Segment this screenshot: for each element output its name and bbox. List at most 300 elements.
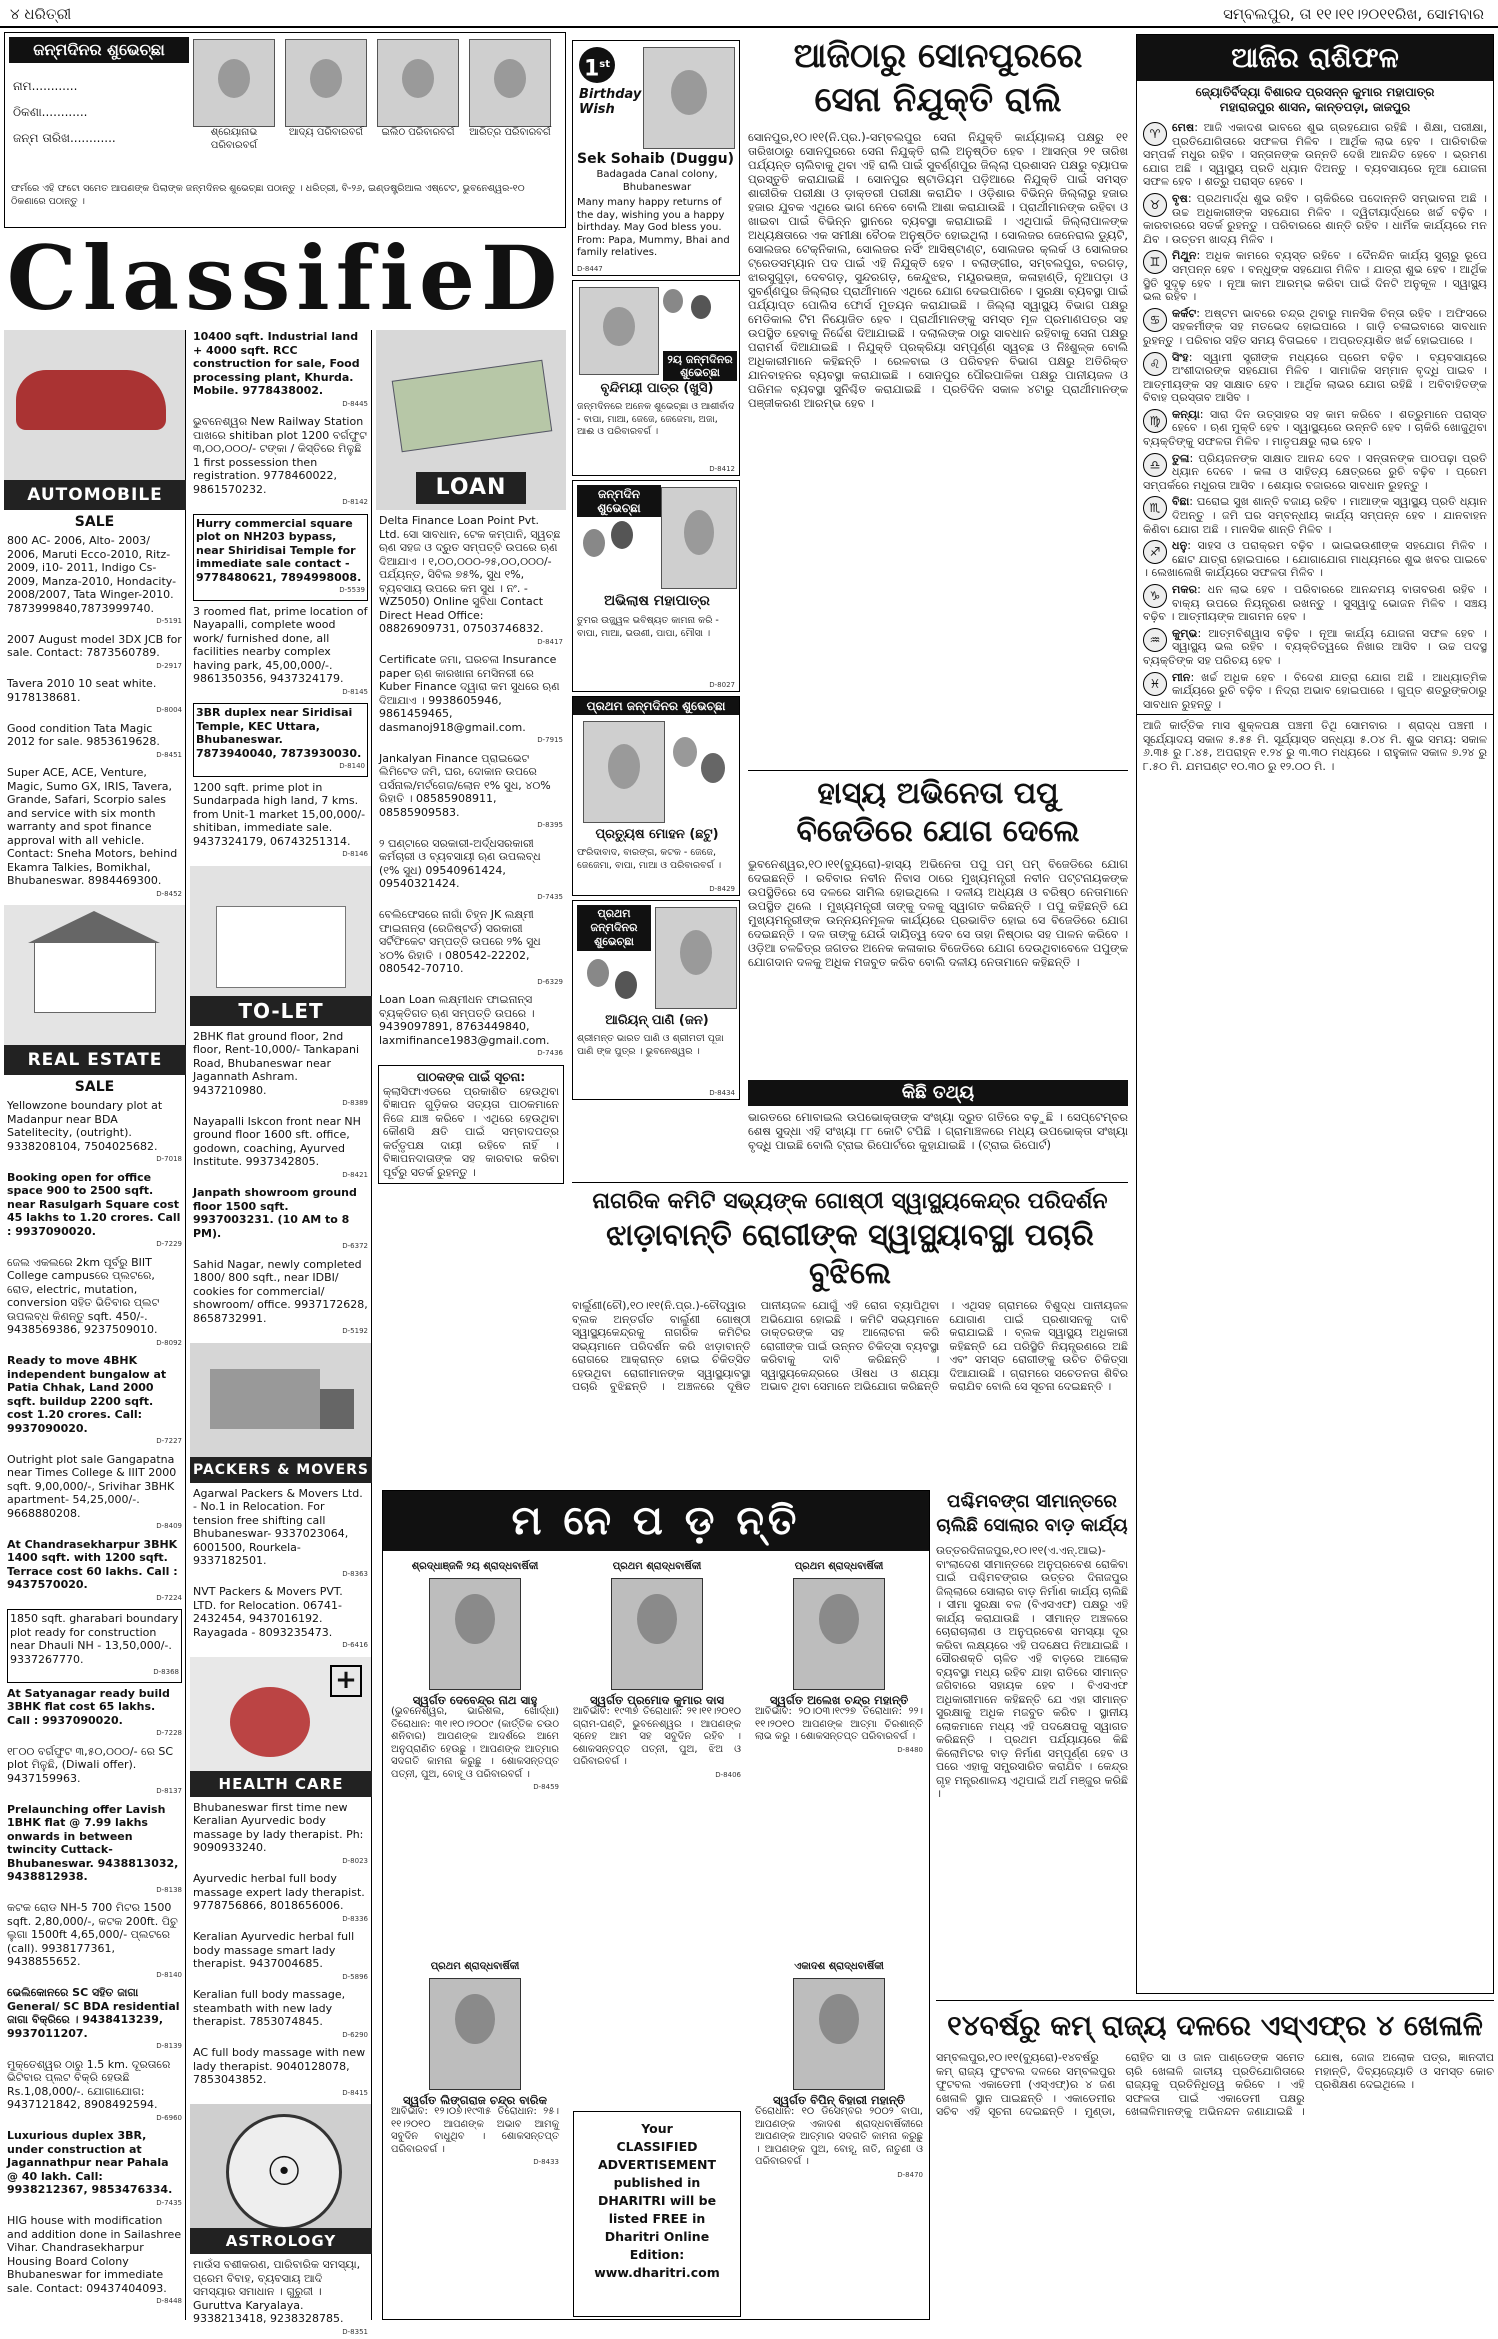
lead-headline-2: ସେନା ନିଯୁକ୍ତି ରାଲି [748,78,1128,122]
birthday-form-title: ଜନ୍ମଦିନର ଶୁଭେଚ୍ଛା [9,37,189,63]
ad-code: D-8459 [391,1781,559,1794]
ad-text: Loan Loan ଲକ୍ଷ୍ମୀଧନ ଫାଇନାନ୍ସ ବ୍ୟକ୍ତିଗତ ଋଣ ସମ୍ପତ୍ତି ଉପରେ । 9439097891, 8763449840, laxmifinance1983@gmail.com. [379,993,550,1047]
classified-ad [7,1745,182,1799]
balloon-icon [615,971,637,999]
ad-code: D-8023 [193,1855,368,1869]
zodiac-sign: କୁମ୍ଭ [1172,627,1197,640]
ad-code: D-7435 [7,2197,182,2211]
ad-code: D-6372 [193,1240,368,1254]
classified-ad [7,633,182,674]
ad-text: ମାଉଁସ ବଶୀକରଣ, ପାରିବାରିକ ସମସ୍ୟା, ପ୍ରେମ ବିବାହ, ବ୍ୟବସାୟ ଆଦି ସମସ୍ୟାର ସମାଧାନ । ଗୁରୁଜୀ । Guruttva Karyalaya. 9338213418, 9238328785. [193,2258,360,2325]
ad-code: D-8395 [379,819,563,833]
horoscope-text: ପ୍ରିୟଜନଙ୍କ ସାକ୍ଷାତ ଆନନ୍ଦ ଦେବ । ସନ୍ତାନଙ୍କ ପାଠପଢ଼ା ପ୍ରତି ଧ୍ୟାନ ଦେବେ । କଳା ଓ ସାହିତ୍ୟ କ୍ଷେତ୍ରରେ ରୁଚି ବଢ଼ିବ । ପ୍ରେମ ସମ୍ପର୍କରେ ମଧୁରତା ଆସିବ । ଶେୟାର ବଜାରରେ ସାବଧାନ ରୁହନ୍ତୁ । [1143,452,1487,492]
football-body: ସମ୍ବଲପୁର,୧୦।୧୧(ବ୍ୟୁରୋ)-୧୪ବର୍ଷରୁ କମ୍ ରାଜ୍ୟ ଫୁଟବଲ ଦଳରେ ସମ୍ବଲପୁର ଫୁଟବଲ ଏକାଡେମୀ (ଏସ୍‌ଏଫ୍)ର ୪ ଜଣ ଖେଳାଳି ସ୍ଥାନ ପାଇଛନ୍ତି । ଏକାଡେମୀର ସଚିବ ଏହି ସୂଚନା ଦେଇଛନ୍ତି । ମୁଣ୍ଡା, ରୋହିତ ସା ଓ ଜାନ ପାଣ୍ଡେଙ୍କ ସମେତ ଚାରି ଖେଳାଳି ଜାତୀୟ ପ୍ରତିଯୋଗିତାରେ ରାଜ୍ୟକୁ ପ୍ରତିନିଧିତ୍ୱ କରିବେ । ଏହି ସଫଳତା ପାଇଁ ଏକାଡେମୀ ପକ୍ଷରୁ ଖେଳାଳିମାନଙ୍କୁ ଅଭିନନ୍ଦନ ଜଣାଯାଇଛି । ଯୋଷ, ଜୋଜ ଅଲୋକ ପତ୍ର, ଜ୍ଞାନଦୀପ ମହାନ୍ତି, ଦିବ୍ୟଜ୍ୟୋତି ଓ ସମସ୍ତ କୋଚ ପ୍ରଶିକ୍ଷଣ ଦେଇଥିଲେ । [936,2051,1494,2119]
birthday-form-fields [13,73,116,151]
birthday-card-title: ଜନ୍ମଦିନ ଶୁଭେଚ୍ଛା [577,485,661,517]
ad-code: D-8027 [709,681,735,689]
birthday-card-2 [572,480,740,692]
ad-text: Tavera 2010 10 seat white. 9178138681. [7,677,156,704]
zodiac-sign: ଧନୁ [1172,539,1187,552]
building-icon [216,906,346,988]
ad-text: 800 AC- 2006, Alto- 2003/ 2006, Maruti Ecco-2010, Ritz-2009, i10- 2011, Indigo Cs-2009, Manza-2010, Hondacity-2008/2007, Tata Winger-2010. 7873999840,7873999740. [7,534,176,615]
ad-text: Keralian Ayurvedic herbal full body massage smart lady therapist. 9437004685. [193,1930,354,1970]
obit-photo [793,1578,885,1690]
ad-code: D-8336 [193,1913,368,1927]
obit-details: (ଭୁବନେଶ୍ୱର, ଭାରିଶଲ, ଖୋର୍ଦ୍ଧା) ତିରୋଧାନ: ୩୧।୧୦।୨୦୦୯ (କାର୍ତ୍ତିକ ଚଉଠ ଶନିବାର) ଆପଣଙ୍କ ଆଦର୍ଶରେ ଆମେ ଅନୁପ୍ରାଣିତ ହେଉଛୁ । ଆପଣଙ୍କ ଆତ୍ମାର ସଦଗତି କାମନା କରୁଛୁ । ଶୋକସନ୍ତପ୍ତ ପତ୍ନୀ, ପୁଅ, ବୋହୂ ଓ ପରିବାରବର୍ଗ । [391,1706,559,1781]
classified-ad [379,837,563,905]
ad-text: Certificate ଜମା, ଘରଚଳା Insurance paper ଋଣ କାରଖାନା ମେସିନରୀ ରେ Kuber Finance ଦ୍ୱାରା କମ ସୁଧରେ ଋଣ ଦିଆଯାଏ । 9938605946, 9861459465, dasmanoj918@gmail.com. [379,653,560,734]
ad-code: D-8351 [193,2326,368,2339]
ad-code: D-8412 [709,465,735,473]
kid-caption-1: ଶ୍ରେୟାନାଭ ପରିବାରବର୍ଗ [191,127,277,152]
ad-text: NVT Packers & Movers PVT. LTD. for Relocation. 06741-2432454, 9437016192. Rayagada - 8093235473. [193,1585,343,1639]
football-story [936,2000,1494,2320]
classified-ad [7,766,182,901]
zodiac-sign: ମିଥୁନ [1172,249,1196,262]
ad-text: Janpath showroom ground floor 1500 sqft. 9937003231. (10 AM to 8 PM). [193,1186,357,1240]
pappu-body: ଭୁବନେଶ୍ୱର,୧୦।୧୧(ବ୍ୟୁରୋ)-ହାସ୍ୟ ଅଭିନେତା ପପୁ ପମ୍ ପମ୍ ବିଜେଡିରେ ଯୋଗ ଦେଇଛନ୍ତି । ରବିବାର ନବୀନ ନିବାସ ଠାରେ ମୁଖ୍ୟମନ୍ତ୍ରୀ ନବୀନ ପଟ୍ଟନାୟକଙ୍କ ଉପସ୍ଥିତିରେ ସେ ଦଳରେ ସାମିଲ ହୋଇଥିଲେ । ଦଳୀୟ ଅଧ୍ୟକ୍ଷ ଓ ବରିଷ୍ଠ ନେତାମାନେ ଉପସ୍ଥିତ ଥିଲେ । ମୁଖ୍ୟମନ୍ତ୍ରୀ ତାଙ୍କୁ ଦଳକୁ ସ୍ୱାଗତ କରିଛନ୍ତି । ପପୁ କହିଛନ୍ତି ଯେ ମୁଖ୍ୟମନ୍ତ୍ରୀଙ୍କ ଉନ୍ନୟନମୂଳକ କାର୍ଯ୍ୟରେ ପ୍ରଭାବିତ ହୋଇ ସେ ବିଜେଡିରେ ଯୋଗ ଦେଇଛନ୍ତି । ଦଳ ତାଙ୍କୁ ଯେଉଁ ଦାୟିତ୍ୱ ଦେବ ସେ ତାହା ନିଷ୍ଠାର ସହ ପାଳନ କରିବେ । ଓଡ଼ିଆ ଚଳଚ୍ଚିତ୍ର ଜଗତର ଅନେକ କଳାକାର ବିଜେଡିରେ ଯୋଗ ଦେଉଥିବାବେଳେ ପପୁଙ୍କ ଯୋଗଦାନ ଦଳକୁ ଅଧିକ ମଜବୁତ କରିବ ବୋଲି ଦଳୀୟ ନେତାମାନେ କହିଛନ୍ତି । [748,857,1128,969]
sohaib-photo [643,47,735,149]
classified-ad [193,605,368,700]
kid-caption-2: ଆଦ୍ୟ ପରିବାରବର୍ଗ [283,127,369,140]
ad-text: HIG house with modification and addition done in Sailashree Vihar. Chandrasekharpur Housing Board Colony Bhubaneswar for immediate sale. Contact: 09437404093. [7,2214,181,2295]
ad-code: D-8421 [193,1169,368,1183]
kid1-name: ବୃନ୍ଦିମୟୀ ପାତ୍ର (ଖୁସି) [577,381,737,396]
classified-ad [7,1453,182,1534]
classified-ad [193,1186,368,1254]
zodiac-sign: ବିଛା [1172,495,1189,508]
obit-tag: ପ୍ରଥମ ଶ୍ରାଦ୍ଧବାର୍ଷିକୀ [573,1561,741,1574]
kid-photo-1 [193,39,275,127]
property-listings [190,330,371,862]
ad-text: Sahid Nagar, newly completed 1800/ 800 sqft., near IDBI/ cookies for commercial/ showroom/ office. 9937172628, 8658732991. [193,1258,368,1325]
classified-ad [7,2058,182,2126]
obit-details: ଆବିର୍ଭାବ: ୧୨।୦୭।୧୯୩୫ ତିରୋଧାନ: ୨୫।୧୧।୨୦୧୦ ଆପଣଙ୍କ ଅଭାବ ଆମକୁ ସବୁଦିନ ବାଧୁଥିବ । ଶୋକସନ୍ତପ୍ତ ପରିବାରବର୍ଗ । [391,2106,559,2156]
obituary-4 [391,1961,559,2169]
real-estate-image [4,905,185,1075]
health-listings [190,1801,371,2101]
reader-notice-title: ପାଠକଙ୍କ ପାଇଁ ସୂଚନା: [383,1070,559,1085]
birthday-card-title: ୨ୟ ଜନ୍ମଦିନର ଶୁଭେଚ୍ଛା [663,351,737,381]
page-number: ୪ ଧରିତ୍ରୀ [10,5,71,23]
classified-column-2 [190,330,372,2320]
obit-name: ସ୍ୱର୍ଗତ ଅଲେଖ ଚନ୍ଦ୍ର ମହାନ୍ତି [755,1694,923,1707]
balloon-icon [587,959,609,987]
loan-listings [376,510,566,1061]
astrologer-name: ଜ୍ୟୋତିର୍ବିଦ୍ୟା ବିଶାରଦ ପ୍ରସନ୍ନ କୁମାର ମହାପାତ୍ର [1137,85,1493,100]
truck-cab-shape [320,1389,354,1429]
zodiac-icon: ♑ [1143,584,1167,608]
classified-ad [7,1986,182,2054]
classified-ad [193,2046,368,2100]
birthday-name: Sek Sohaib (Duggu) [577,151,737,167]
page-header [0,0,1498,28]
classified-ad [7,2214,182,2309]
obit-photo [793,1978,885,2090]
classified-ad [379,514,563,649]
zodiac-icon: ♎ [1143,453,1167,477]
classified-ad [193,2258,368,2339]
ad-code: D-7018 [7,1153,182,1167]
loan-label: LOAN [416,472,526,504]
packers-image [190,1343,371,1483]
obit-photo [611,1578,703,1690]
ad-text: 3 roomed flat, prime location of Nayapalli, complete wood work/ furnished done, all facilities nearby complex having park, 45,00,000/-. 9861350356, 9437324179. [193,605,367,686]
obit-name: ସ୍ୱର୍ଗତ ବିପିନ୍ ବିହାରୀ ମହାନ୍ତି [755,2094,923,2107]
obit-name: ସ୍ୱର୍ଗତ ଦେବେନ୍ଦ୍ର ନାଥ ସାହୁ [391,1694,559,1707]
classified-ad [7,1609,182,1683]
kid3-wish: ଫରିଦାବାଦ, ବାରଙ୍ଗ, କଟକ - ଜେଜେ, ଜେଜେମା, ବାପା, ମାଆ ଓ ପରିବାରବର୍ଗ । [577,847,737,872]
classified-ad [379,653,563,748]
horoscope-section [1136,34,1494,1994]
balloon-icon [673,737,697,767]
ad-text: ମୁକ୍ତେଶ୍ୱର ଠାରୁ 1.5 km. ଦୂରତାରେ ଭିଟିବାର ପ୍ଲଟ ବିକ୍ରି ହେଉଛି Rs.1,08,000/-. ଯୋଗାଯୋଗ: 9437121842, 8908492594. [7,2058,170,2112]
ad-code: D-5896 [193,1971,368,1985]
classified-ad [193,514,368,601]
facts-box [748,1080,1128,1176]
real-estate-listings [4,1099,185,2309]
ad-code: D-8447 [577,265,603,273]
ad-text: Good condition Tata Magic 2012 for sale. 9853619628. [7,722,160,749]
roof-shape [28,911,160,943]
first-birthday-ad [572,40,740,276]
ad-text: Outright plot sale Gangapatna near Times College & IIIT 2000 sqft. 9,00,000/-, Srivihar 3BHK apartment- 54,25,000/-. 9668880208. [7,1453,176,1520]
classified-ad [193,1988,368,2042]
classified-ad [379,993,563,1061]
kid-photo-3 [377,39,459,127]
ad-text: At Satyanagar ready build 3BHK flat cost 65 lakhs. Call : 9937090020. [7,1687,170,1727]
horoscope-entry: ♒ କୁମ୍ଭ: ଆତ୍ମବିଶ୍ୱାସ ବଢ଼ିବ । ନୂଆ କାର୍ଯ୍ୟ ଯୋଜନା ସଫଳ ହେବ । ସ୍ୱାସ୍ଥ୍ୟ ଭଲ ରହିବ । ବ୍ୟକ୍ତିତ୍ୱରେ ନିଖାର ଆସିବ । ଉଚ୍ଚ ପଦସ୍ଥ ବ୍ୟକ୍ତିଙ୍କ ସହ ପରିଚୟ ହେବ । [1143,627,1487,668]
ad-text: 1850 sqft. gharabari boundary plot ready for construction near Dhauli NH - 13,50,000/-. 9337267770. [10,1612,178,1666]
packers-label: PACKERS & MOVERS [190,1457,372,1483]
classified-ad [7,1538,182,1606]
ad-text: ୧୮୦୦ ବର୍ଗଫୁଟ ୩,୫୦,୦୦୦/- ରେ SC plot ମିଳୁଛି, (Diwali offer). 9437159963. [7,1745,173,1785]
kid3-name: ପ୍ରତ୍ୟୁଷ ମୋହନ (ଛଟୁ) [577,827,737,842]
ad-code: D-8146 [193,848,368,862]
balloon-icon [611,521,633,549]
zodiac-sign: ମୀନ [1172,671,1191,684]
obituary-section [382,1490,930,2320]
border-body: ଉତ୍ତରଦିନାଜପୁର,୧୦।୧୧(ଏ.ଏନ୍.ଆଇ)-ବାଂଲାଦେଶ ସୀମାନ୍ତରେ ଅନୁପ୍ରବେଶ ରୋକିବା ପାଇଁ ପଶ୍ଚିମବଙ୍ଗର ଉତ୍ତର ଦିନାଜପୁର ଜିଲ୍ଲାରେ ସୋଲାର ବାଡ଼ ନିର୍ମାଣ କାର୍ଯ୍ୟ ଚାଲିଛି । ସୀମା ସୁରକ୍ଷା ବଳ (ବିଏସଏଫ) ପକ୍ଷରୁ ଏହି କାର୍ଯ୍ୟ କରାଯାଉଛି । ସୀମାନ୍ତ ଅଞ୍ଚଳରେ ଚୋରାଚାଲାଣ ଓ ଅନୁପ୍ରବେଶ ସମସ୍ୟା ଦୂର କରିବା ଲକ୍ଷ୍ୟରେ ଏହି ପଦକ୍ଷେପ ନିଆଯାଇଛି । ସୌରଶକ୍ତି ଚାଳିତ ଏହି ବାଡ଼ରେ ଆଲୋକ ବ୍ୟବସ୍ଥା ମଧ୍ୟ ରହିବ ଯାହା ରାତିରେ ସୀମାନ୍ତ ଜଗିବାରେ ସହାୟକ ହେବ । ବିଏସଏଫ ଅଧିକାରୀମାନେ କହିଛନ୍ତି ଯେ ଏହା ସୀମାନ୍ତ ସୁରକ୍ଷାକୁ ଅଧିକ ମଜବୁତ କରିବ । ସ୍ଥାନୀୟ ଲୋକମାନେ ମଧ୍ୟ ଏହି ପଦକ୍ଷେପକୁ ସ୍ୱାଗତ କରିଛନ୍ତି । ପ୍ରଥମ ପର୍ଯ୍ୟାୟରେ କିଛି କିଲୋମିଟର ବାଡ଼ ନିର୍ମାଣ ସମ୍ପୂର୍ଣ୍ଣ ହେବ ଓ ପରେ ଏହାକୁ ସମ୍ପ୍ରସାରିତ କରାଯିବ । କେନ୍ଦ୍ର ଗୃହ ମନ୍ତ୍ରଣାଳୟ ଏଥିପାଇଁ ଅର୍ଥ ମଞ୍ଜୁର କରିଛି । [936,1544,1128,1801]
ad-code: D-8451 [7,749,182,763]
ad-code: D-8434 [709,1089,735,1097]
classified-column-1 [4,330,186,2320]
health-story [572,1182,1128,1482]
ad-text: ବେଲିଫେସରେ ନାଗାଁ ଚିହ୍ନ JK ଲକ୍ଷ୍ମୀ ଫାଇନାନ୍ସ (ରେଜିଷ୍ଟର୍ଡ) ସରକାରୀ ସର୍ଟିଫିକେଟ ସମ୍ପତ୍ତି ଉପରେ ୨% ସୁଧ ୪୦% ରିହାତି । 080542-22202, 080542-70710. [379,908,541,975]
to-let-image [190,866,371,1026]
ad-code: D-8448 [7,2295,182,2309]
classified-ad [7,2129,182,2210]
horoscope-text: ଅଧିକ କାମରେ ବ୍ୟସ୍ତ ରହିବେ । ଦୈନନ୍ଦିନ କାର୍ଯ୍ୟ ସୁଚାରୁ ରୂପେ ସମ୍ପନ୍ନ ହେବ । ବନ୍ଧୁଙ୍କ ସହଯୋଗ ମିଳିବ । ଯାତ୍ରା ଶୁଭ ହେବ । ଆର୍ଥିକ ସ୍ଥିତି ସୁଦୃଢ଼ ହେବ । ନୂଆ କାମ ଆରମ୍ଭ କରିବା ପାଇଁ ଦିନଟି ଅନୁକୂଳ । ସ୍ୱାସ୍ଥ୍ୟ ଭଲ ରହିବ । [1143,249,1487,303]
ad-text: Yellowzone boundary plot at Madanpur near BDA Satelitecity, (outright). 9338208104, 7504025682. [7,1099,162,1153]
horoscope-entry: ♊ ମିଥୁନ: ଅଧିକ କାମରେ ବ୍ୟସ୍ତ ରହିବେ । ଦୈନନ୍ଦିନ କାର୍ଯ୍ୟ ସୁଚାରୁ ରୂପେ ସମ୍ପନ୍ନ ହେବ । ବନ୍ଧୁଙ୍କ ସହଯୋଗ ମିଳିବ । ଯାତ୍ରା ଶୁଭ ହେବ । ଆର୍ଥିକ ସ୍ଥିତି ସୁଦୃଢ଼ ହେବ । ନୂଆ କାମ ଆରମ୍ଭ କରିବା ପାଇଁ ଦିନଟି ଅନୁକୂଳ । ସ୍ୱାସ୍ଥ୍ୟ ଭଲ ରହିବ । [1143,249,1487,303]
heart-icon [230,1687,310,1757]
ad-code: D-8145 [193,686,368,700]
horoscope-entry: ♓ ମୀନ: ଖର୍ଚ୍ଚ ଅଧିକ ହେବ । ବିଦେଶ ଯାତ୍ରା ଯୋଗ ଅଛି । ଆଧ୍ୟାତ୍ମିକ କାର୍ଯ୍ୟରେ ରୁଚି ବଢ଼ିବ । ନିଦ୍ରା ଅଭାବ ହୋଇପାରେ । ଗୁପ୍ତ ଶତ୍ରୁଙ୍କଠାରୁ ସାବଧାନ ରୁହନ୍ତୁ । [1143,671,1487,712]
lead-story [748,34,1128,764]
ad-text: ୨ ଘଣ୍ଟାରେ ସରକାରୀ-ଅର୍ଦ୍ଧସରକାରୀ କର୍ମଚାରୀ ଓ ବ୍ୟବସାୟୀ ଋଣ ଉପଲବ୍ଧ (୧% ସୁଧ) 09540961424, 09540321424. [379,837,541,891]
plus-icon: + [330,1665,362,1697]
pappu-headline-2: ବିଜେଡିରେ ଯୋଗ ଦେଲେ [748,813,1128,851]
zodiac-sign: କନ୍ୟା [1172,408,1200,421]
zodiac-icon: ♌ [1143,352,1167,376]
football-headline: ୧୪ବର୍ଷରୁ କମ୍ ରାଜ୍ୟ ଦଳରେ ଏସ୍‌ଏଫ୍‌ର ୪ ଖେଳାଳି [936,2007,1494,2045]
kid1-photo [579,287,659,375]
classified-title: ClassifieD [4,232,566,324]
ad-code: D-8363 [193,1568,368,1582]
ad-text: Ayurvedic herbal full body massage expert lady therapist. 9778756866, 8018656006. [193,1872,365,1912]
ad-text: 2BHK flat ground floor, 2nd floor, Rent-10,000/- Tankapani Road, Bhubaneswar near Jagannath Ashram. 9437210980. [193,1030,359,1097]
website-link[interactable]: www.dharitri.com [574,2264,740,2282]
classified-ad [7,1256,182,1351]
birthday-card-1 [572,280,740,476]
ad-code: D-7229 [7,1238,182,1252]
classified-ad [379,908,563,989]
classified-ad [193,1258,368,1339]
birthday-card-title: ପ୍ରଥମ ଜନ୍ମଦିନର ଶୁଭେଚ୍ଛା [577,905,651,951]
classified-ad [7,677,182,718]
obituary-1 [391,1561,559,1794]
reader-notice-text: କ୍ଲାସିଫାଏଡରେ ପ୍ରକାଶିତ ହେଉଥିବା ବିଜ୍ଞାପନ ଗୁଡ଼ିକର ସତ୍ୟତା ପାଠକମାନେ ନିଜେ ଯାଞ୍ଚ କରିବେ । ଏଥିରେ ହେଉଥିବା କୌଣସି କ୍ଷତି ପାଇଁ ସମ୍ବାଦପତ୍ର କର୍ତ୍ତୃପକ୍ଷ ଦାୟୀ ରହିବେ ନାହିଁ । ବିଜ୍ଞାପନଦାତାଙ୍କ ସହ କାରବାର କରିବା ପୂର୍ବରୁ ସତର୍କ ରୁହନ୍ତୁ । [383,1085,559,1180]
ad-code: D-6416 [193,1639,368,1653]
classified-ad [7,1099,182,1167]
kid-caption-3: ଇଲିଠ ପରିବାରବର୍ଗ [375,127,461,140]
astrology-listings [190,2258,371,2339]
horoscope-text: ଅଷ୍ଟମ ଭାବରେ ଚନ୍ଦ୍ର ଥିବାରୁ ମାନସିକ ଚିନ୍ତା ରହିବ । ଅଫିସରେ ସହକର୍ମୀଙ୍କ ସହ ମତଭେଦ ହୋଇପାରେ । ଗାଡ଼ି ଚଳାଇବାରେ ସାବଧାନ ରୁହନ୍ତୁ । ପରିବାର ସହିତ ସମୟ ବିତାଇବେ । ଅପ୍ରତ୍ୟାଶିତ ଖର୍ଚ୍ଚ ହୋଇପାରେ । [1143,307,1487,347]
classified-ad [193,330,368,411]
balloon-icon [583,529,605,557]
ad-code: D-8445 [193,398,368,412]
classified-ad [193,1030,368,1111]
automobile-label: AUTOMOBILE [4,480,186,510]
balloon-icon [691,295,711,319]
auto-sale-heading: SALE [4,514,185,530]
zodiac-sign: ତୁଳା [1172,452,1189,465]
pappu-headline-1: ହାସ୍ୟ ଅଭିନେତା ପପୁ [748,775,1128,813]
form-field-dob[interactable]: ଜନ୍ମ ତାରିଖ............ [13,125,116,151]
ad-text: Delta Finance Loan Point Pvt. Ltd. ସୋ ସାବଧାନ, ଟେକ କମ୍ପାନି, ସ୍ୱଚ୍ଛ ଋଣ ସହଜ ଓ ଦ୍ରୁତ ସମ୍ପତ୍ତି ଉପରେ ଋଣ ଦିଆଯାଏ । ୧,୦୦,୦୦୦-୨୫,୦୦,୦୦୦/- ପର୍ଯ୍ୟନ୍ତ, ସିବିଲ ୭୫%, ସୁଧ ୧%, ବ୍ୟବସାୟ ଉପରେ କମ ସୁଧ । ନଂ. - WZ5050) Online ସୁବିଧା Contact Direct Head Office: 08826909731, 07503746832. [379,514,561,635]
ad-code: D-8389 [193,1097,368,1111]
obit-tag: ପ୍ରଥମ ଶ୍ରାଦ୍ଧବାର୍ଷିକୀ [755,1561,923,1574]
ad-code: D-7436 [379,1047,563,1061]
lead-body: ସୋନପୁର,୧୦।୧୧(ନି.ପ୍ର.)-ସମ୍ବଲପୁର ସେନା ନିଯୁକ୍ତି କାର୍ଯ୍ୟାଳୟ ପକ୍ଷରୁ ୧୧ ତାରିଖଠାରୁ ସୋନପୁରରେ ସେନା ନିଯୁକ୍ତି ରାଲି ଅନୁଷ୍ଠିତ ହେବ । ଆସନ୍ତା ୨୧ ତାରିଖ ପର୍ଯ୍ୟନ୍ତ ଚାଲିବାକୁ ଥିବା ଏହି ରାଲି ପାଇଁ ସୁବର୍ଣ୍ଣପୁର ଜିଲ୍ଲା ପ୍ରଶାସନ ପକ୍ଷରୁ ବ୍ୟାପକ ପ୍ରସ୍ତୁତି କରାଯାଇଛି । ସୋନପୁର ଷ୍ଟାଡିୟମ ପଡ଼ିଆରେ ନିଯୁକ୍ତି ପାଇଁ ସମସ୍ତ ଶାରୀରିକ ପରୀକ୍ଷା ଓ ଡ଼ାକ୍ତରୀ ପରୀକ୍ଷା କରାଯିବ । ଓଡ଼ିଶାର ବିଭିନ୍ନ ଜିଲ୍ଲାରୁ ହଜାର ହଜାର ଯୁବକ ଏଥିରେ ଭାଗ ନେବେ ବୋଲି ଆଶା କରାଯାଉଛି । ପ୍ରାର୍ଥୀମାନଙ୍କ ରହିବା ଓ ଖାଇବା ପାଇଁ ବିଭିନ୍ନ ସ୍ଥାନରେ ବ୍ୟବସ୍ଥା କରାଯାଇଛି । ଏଥିପାଇଁ ଜିଲ୍ଲାପାଳଙ୍କ ଅଧ୍ୟକ୍ଷତାରେ ଏକ ସମୀକ୍ଷା ବୈଠକ ଅନୁଷ୍ଠିତ ହୋଇଥିଲା । ସୋଲଜର ଜେନେରାଲ ଡ୍ୟୁଟି, ସୋଲଜର ଟେକ୍ନିକାଲ, ସୋଲଜର ନର୍ସିଂ ଆସିଷ୍ଟାଣ୍ଟ, ସୋଲଜର କ୍ଲର୍କ ଓ ସୋଲଜର ଟ୍ରେଡସମ୍ୟାନ ପଦ ପାଇଁ ଏହି ନିଯୁକ୍ତି ହେବ । ବଲାଙ୍ଗୀର, ସମ୍ବଲପୁର, ବରଗଡ଼, ଝାରସୁଗୁଡ଼ା, ଦେବଗଡ଼, ସୁନ୍ଦରଗଡ଼, କେନ୍ଦୁଝର, ମୟୂରଭଞ୍ଜ, କଳାହାଣ୍ଡି, ନୂଆପଡ଼ା ଓ ସୁବର୍ଣ୍ଣପୁର ଜିଲ୍ଲାର ପ୍ରାର୍ଥୀମାନେ ଏଥିରେ ଯୋଗ ଦେଇପାରିବେ । ସୁରକ୍ଷା ବ୍ୟବସ୍ଥା ପାଇଁ ପର୍ଯ୍ୟାପ୍ତ ପୋଲିସ ଫୋର୍ସ ମୁତୟନ କରାଯାଇଛି । ଜିଲ୍ଲା ସ୍ୱାସ୍ଥ୍ୟ ବିଭାଗ ପକ୍ଷରୁ ମେଡିକାଲ ଟିମ ନିୟୋଜିତ ହେବ । ପ୍ରାର୍ଥୀମାନଙ୍କୁ ସମସ୍ତ ମୂଳ ପ୍ରମାଣପତ୍ର ସହ ଉପସ୍ଥିତ ହେବାକୁ ନିର୍ଦ୍ଦେଶ ଦିଆଯାଇଛି । ଦଲାଲଙ୍କ ଠାରୁ ସାବଧାନ ରହିବାକୁ ସେନା ପକ୍ଷରୁ ପରାମର୍ଶ ଦିଆଯାଇଛି । ନିଯୁକ୍ତି ପ୍ରକ୍ରିୟା ସମ୍ପୂର୍ଣ୍ଣ ସ୍ୱଚ୍ଛ ଓ ନିଃଶୁଳ୍କ ବୋଲି ଅଧିକାରୀମାନେ କହିଛନ୍ତି । ରେଳବାଇ ଓ ପରିବହନ ବିଭାଗ ପକ୍ଷରୁ ଅତିରିକ୍ତ ଯାନବାହନର ବ୍ୟବସ୍ଥା କରାଯାଇଛି । ସୋନପୁର ପୌରପାଳିକା ପକ୍ଷରୁ ପାନୀୟଜଳ ଓ ପରିମଳ ବ୍ୟବସ୍ଥା ସୁନିଶ୍ଚିତ କରାଯାଇଛି । ପ୍ରତିଦିନ ସକାଳ ୪ଟାରୁ ପ୍ରାର୍ଥୀମାନଙ୍କ ପଞ୍ଜୀକରଣ ଆରମ୍ଭ ହେବ । [748,130,1128,410]
ad-text: Agarwal Packers & Movers Ltd. - No.1 in Relocation. For tension free shifting call Bhubaneswar- 9337023064, 6001500, Rourkela-9337182501. [193,1487,363,1568]
ad-code: D-6960 [7,2112,182,2126]
zodiac-icon: ♐ [1143,540,1167,564]
zodiac-icon: ♓ [1143,672,1167,696]
horoscope-text: ସ୍ୱାମୀ ସ୍ତ୍ରୀଙ୍କ ମଧ୍ୟରେ ପ୍ରେମ ବଢ଼ିବ । ବ୍ୟବସାୟରେ ଅଂଶୀଦାରଙ୍କ ସହଯୋଗ ମିଳିବ । ସାମାଜିକ ସମ୍ମାନ ବୃଦ୍ଧି ପାଇବ । ଆତ୍ମୀୟଙ୍କ ସହ ସାକ୍ଷାତ ହେବ । ଆର୍ଥିକ ଲାଭର ଯୋଗ ରହିଛି । ଅବିବାହିତଙ୍କ ବିବାହ ପ୍ରସ୍ତାବ ଆସିବ । [1143,351,1487,405]
horoscope-text: ଖର୍ଚ୍ଚ ଅଧିକ ହେବ । ବିଦେଶ ଯାତ୍ରା ଯୋଗ ଅଛି । ଆଧ୍ୟାତ୍ମିକ କାର୍ଯ୍ୟରେ ରୁଚି ବଢ଼ିବ । ନିଦ୍ରା ଅଭାବ ହୋଇପାରେ । ଗୁପ୍ତ ଶତ୍ରୁଙ୍କଠାରୁ ସାବଧାନ ରୁହନ୍ତୁ । [1143,671,1487,711]
kid1-wish: ଜନ୍ମଦିନରେ ଅନେକ ଶୁଭେଚ୍ଛା ଓ ଆଶୀର୍ବାଦ - ବାପା, ମାଆ, ଜେଜେ, ଜେଜେମା, ଅଜା, ଆଈ ଓ ପରିବାରବର୍ଗ । [577,401,737,439]
ad-code: D-8415 [193,2087,368,2101]
kid2-name: ଅଭିଲାଷ ମହାପାତ୍ର [577,593,737,609]
horoscope-title: ଆଜିର ରାଶିଫଳ [1137,35,1493,81]
ad-code: D-7227 [7,1435,182,1449]
ad-code: D-8452 [7,888,182,902]
facts-title: କିଛି ତଥ୍ୟ [748,1080,1128,1106]
kid4-wish: ଶ୍ରୀମନ୍ତ ଭାରତ ପାଣି ଓ ଶ୍ରୀମତୀ ପୂଜା ପାଣି ଙ୍କ ପୁତ୍ର । ଭୁବନେଶ୍ୱର । [577,1033,737,1058]
classified-ad [7,1803,182,1898]
ad-text: Prelaunching offer Lavish 1BHK flat @ 7.99 lakhs onwards in between twincity Cuttack-Bhubaneswar. 9438813032, 9438812938. [7,1803,178,1884]
ad-code: D-8470 [755,2169,923,2182]
ad-code: D-7228 [7,1727,182,1741]
ad-text: Luxurious duplex 3BR, under construction at Jagannathpur near Pahala @ 40 lakh. Call: 9938212367, 9853476334. [7,2129,172,2196]
ad-code: D-8092 [7,1337,182,1351]
zodiac-icon: ♏ [1143,496,1167,520]
zodiac-wheel-icon: ☉ [226,2114,342,2230]
classified-ad [7,722,182,763]
ad-code: D-8429 [709,885,735,893]
health-headline-1: ନାଗରିକ କମିଟି ସଭ୍ୟଙ୍କ ଗୋଷ୍ଠୀ ସ୍ୱାସ୍ଥ୍ୟକେନ୍ଦ୍ର ପରିଦର୍ଶନ [572,1187,1128,1217]
horoscope-text: ପ୍ରଥମାର୍ଦ୍ଧ ଶୁଭ ରହିବ । ଚାକିରିରେ ପଦୋନ୍ନତି ସମ୍ଭାବନା ଅଛି । ଉଚ୍ଚ ଅଧିକାରୀଙ୍କ ସହଯୋଗ ମିଳିବ । ଦ୍ୱିତୀୟାର୍ଦ୍ଧରେ ଖର୍ଚ୍ଚ ବଢ଼ିବ । କାରବାରରେ ସତର୍କ ରୁହନ୍ତୁ । ପରିବାରରେ ଶାନ୍ତି ରହିବ । ଧାର୍ମିକ କାର୍ଯ୍ୟରେ ମନ ଯିବ । ଉତ୍ତମ ଖାଦ୍ୟ ମିଳିବ । [1143,192,1487,246]
zodiac-icon: ♍ [1143,409,1167,433]
car-icon [16,370,166,430]
classified-ad [7,534,182,629]
horoscope-text: ଘରୋଇ ସୁଖ ଶାନ୍ତି ବଜାୟ ରହିବ । ମାଆଙ୍କ ସ୍ୱାସ୍ଥ୍ୟ ପ୍ରତି ଧ୍ୟାନ ଦିଅନ୍ତୁ । ଜମି ଘର ସମ୍ବନ୍ଧୀୟ କାର୍ଯ୍ୟ ସମ୍ପନ୍ନ ହେବ । ଯାନବାହନ କିଣିବା ଯୋଗ ଅଛି । ମାନସିକ ଶାନ୍ତି ମିଳିବ । [1143,495,1487,535]
border-headline-2: ଚାଲିଛି ସୋଲାର ବାଡ଼ କାର୍ଯ୍ୟ [936,1514,1128,1538]
classified-masthead [4,232,566,324]
astrology-image [190,2104,371,2254]
birthday-card-4 [572,900,740,1100]
ad-text: At Chandrasekharpur 3BHK 1400 sqft. with 1200 sqft. Terrace cost 60 lakhs. Call : 9437570020. [7,1538,178,1592]
ad-text: Hurry commercial square plot on NH203 bypass, near Shiridisai Temple for immediate sale contact - 9778480621, 7894998008. [196,517,361,584]
ad-text: 3BR duplex near Siridisai Temple, KEC Uttara, Bhubaneswar. 7873940040, 7873930030. [196,706,361,760]
kid-photo-4 [469,39,551,127]
ad-code: D-2917 [7,660,182,674]
classified-ad [7,1171,182,1252]
birthday-address: Badagada Canal colony, Bhubaneswar [577,169,737,194]
obituary-2 [573,1561,741,1781]
kid-photo-2 [285,39,367,127]
ad-text: 10400 sqft. Industrial land + 4000 sqft. RCC construction for sale, Food processing plant, Khurda. Mobile. 9778438002. [193,330,360,397]
astrology-label: ASTROLOGY [190,2228,372,2254]
balloon-icon [663,289,683,313]
horoscope-entry: ♍ କନ୍ୟା: ସାରା ଦିନ ଉତ୍ସାହର ସହ କାମ କରିବେ । ଶତ୍ରୁମାନେ ପରାସ୍ତ ହେବେ । ଋଣ ମୁକ୍ତି ହେବ । ସ୍ୱାସ୍ଥ୍ୟରେ ଉନ୍ନତି ହେବ । ଚାକିରି ଖୋଜୁଥିବା ବ୍ୟକ୍ତିଙ୍କୁ ସଫଳତା ମିଳିବ । ମାତୃପକ୍ଷରୁ ଲାଭ ହେବ । [1143,408,1487,449]
obituary-title: ମ ନେ ପ ଡ଼ ନ୍ତି [383,1491,929,1551]
ad-code: D-8406 [573,1769,741,1782]
birthday-card-3 [572,696,740,896]
obit-tag: ଏକାଦଶ ଶ୍ରାଦ୍ଧବାର୍ଷିକୀ [755,1961,923,1974]
loan-image [376,330,566,510]
ad-code: D-8140 [196,760,365,774]
obituary-3 [755,1561,923,1756]
obit-tag: ଶ୍ରଦ୍ଧାଞ୍ଜଳି ୨ୟ ଶ୍ରାଦ୍ଧବାର୍ଷିକୀ [391,1561,559,1574]
zodiac-sign: ମକର [1172,583,1197,596]
obit-photo [429,1578,521,1690]
classified-ad [193,703,368,777]
ad-code: D-8409 [7,1520,182,1534]
classified-ad [193,1872,368,1926]
obit-name: ସ୍ୱର୍ଗତ ପ୍ରମୋଦ କୁମାର ଦାସ [573,1694,741,1707]
classified-ad [193,1585,368,1653]
ad-code: D-6329 [379,976,563,990]
ad-code: D-5192 [193,1325,368,1339]
birthday-number-badge: 1st [579,47,615,83]
balloon-icon [701,753,725,783]
horoscope-entry: ♋ କର୍କଟ: ଅଷ୍ଟମ ଭାବରେ ଚନ୍ଦ୍ର ଥିବାରୁ ମାନସିକ ଚିନ୍ତା ରହିବ । ଅଫିସରେ ସହକର୍ମୀଙ୍କ ସହ ମତଭେଦ ହୋଇପାରେ । ଗାଡ଼ି ଚଳାଇବାରେ ସାବଧାନ ରୁହନ୍ତୁ । ପରିବାର ସହିତ ସମୟ ବିତାଇବେ । ଅପ୍ରତ୍ୟାଶିତ ଖର୍ଚ୍ଚ ହୋଇପାରେ । [1143,307,1487,348]
horoscope-text: ଆଜି ଏକାଦଶ ଭାବରେ ଶୁଭ ଗ୍ରହଯୋଗ ରହିଛି । ଶିକ୍ଷା, ପରୀକ୍ଷା, ପ୍ରତିଯୋଗିତାରେ ସଫଳତା ମିଳିବ । ଆର୍ଥିକ ଲାଭ ହେବ । ପାରିବାରିକ ସମ୍ପର୍କ ମଧୁର ରହିବ । ସନ୍ତାନଙ୍କ ଉନ୍ନତି ଦେଖି ଆନନ୍ଦିତ ହେବେ । ଭ୍ରମଣ ଯୋଗ ଅଛି । ସ୍ୱାସ୍ଥ୍ୟ ପ୍ରତି ଧ୍ୟାନ ଦିଅନ୍ତୁ । ବ୍ୟବସାୟରେ ନୂଆ ଯୋଜନା ସଫଳ ହେବ । ଶତ୍ରୁ ପରାସ୍ତ ହେବେ । [1143,121,1487,188]
obit-tag: ପ୍ରଥମ ଶ୍ରାଦ୍ଧବାର୍ଷିକୀ [391,1961,559,1974]
packers-listings [190,1487,371,1653]
classified-ad [193,1801,368,1869]
classified-ad [379,752,563,833]
auto-listings [4,534,185,901]
re-sale-heading: SALE [4,1079,185,1095]
ad-text: Bhubaneswar first time new Keralian Ayurvedic body massage by lady therapist. Ph: 9090933240. [193,1801,363,1855]
ad-text: Nayapalli Iskcon front near NH ground floor 1600 sft. office, godown, coaching, Ayurved Institute. 9937342805. [193,1115,361,1169]
house-icon [34,941,156,1013]
ad-code: D-8142 [193,496,368,510]
horoscope-text: ଆତ୍ମବିଶ୍ୱାସ ବଢ଼ିବ । ନୂଆ କାର୍ଯ୍ୟ ଯୋଜନା ସଫଳ ହେବ । ସ୍ୱାସ୍ଥ୍ୟ ଭଲ ରହିବ । ବ୍ୟକ୍ତିତ୍ୱରେ ନିଖାର ଆସିବ । ଉଚ୍ଚ ପଦସ୍ଥ ବ୍ୟକ୍ତିଙ୍କ ସହ ପରିଚୟ ହେବ । [1143,627,1487,667]
horoscope-entry: ♑ ମକର: ଧନ ଲାଭ ହେବ । ପରିବାରରେ ଆନନ୍ଦମୟ ବାତାବରଣ ରହିବ । ବାକ୍ୟ ଉପରେ ନିୟନ୍ତ୍ରଣ ରଖନ୍ତୁ । ସୁସ୍ୱାଦୁ ଭୋଜନ ମିଳିବ । ସଞ୍ଚୟ ବଢ଼ିବ । ଆତ୍ମୀୟଙ୍କ ଆଗମନ ହେବ । [1143,583,1487,624]
classified-ad [193,1115,368,1183]
classified-ad [193,415,368,510]
obit-details: ଆବିର୍ଭାବ: ୧୯୩୭ ତିରୋଧାନ: ୨୧।୧୧।୨୦୧୦ ଗ୍ରାମ-ଘଣ୍ଟି, ଭୁବନେଶ୍ୱର । ଆପଣଙ୍କ ସ୍ନେହ ଆମ ସହ ସବୁଦିନ ରହିବ । ଶୋକସନ୍ତପ୍ତ ପତ୍ନୀ, ପୁଅ, ଝିଅ ଓ ପରିବାରବର୍ଗ । [573,1706,741,1769]
kid4-name: ଆରିୟନ୍ ପାଣି (ଜନ) [577,1013,737,1028]
obit-photo [429,1978,521,2090]
health-body: ବାର୍ଲୁଣୀ(ଚୌ),୧୦।୧୧(ନି.ପ୍ର.)-ଚୌଦ୍ୱାର ବ୍ଲକ ଅନ୍ତର୍ଗତ ବାର୍ଲୁଣୀ ଗୋଷ୍ଠୀ ସ୍ୱାସ୍ଥ୍ୟକେନ୍ଦ୍ରକୁ ନାଗରିକ କମିଟିର ସଭ୍ୟମାନେ ପରିଦର୍ଶନ କରି ଝାଡ଼ାବାନ୍ତି ରୋଗରେ ଆକ୍ରାନ୍ତ ହୋଇ ଚିକିତ୍ସିତ ହେଉଥିବା ରୋଗୀମାନଙ୍କ ସ୍ୱାସ୍ଥ୍ୟାବସ୍ଥା ପଚାରି ବୁଝିଛନ୍ତି । ଅଞ୍ଚଳରେ ଦୂଷିତ ପାନୀୟଜଳ ଯୋଗୁଁ ଏହି ରୋଗ ବ୍ୟାପିଥିବା ଅଭିଯୋଗ ହୋଇଛି । କମିଟି ସଭ୍ୟମାନେ ଡାକ୍ତରଙ୍କ ସହ ଆଲୋଚନା କରି ରୋଗୀଙ୍କ ପାଇଁ ଉନ୍ନତ ଚିକିତ୍ସା ବ୍ୟବସ୍ଥା କରିବାକୁ ଦାବି କରିଛନ୍ତି । ସ୍ୱାସ୍ଥ୍ୟକେନ୍ଦ୍ରରେ ଔଷଧ ଓ ଶଯ୍ୟା ଅଭାବ ଥିବା ସେମାନେ ଅଭିଯୋଗ କରିଛନ୍ତି । ଏଥିସହ ଗ୍ରାମରେ ବିଶୁଦ୍ଧ ପାନୀୟଜଳ ଯୋଗାଣ ପାଇଁ ପ୍ରଶାସନକୁ ଦାବି କରାଯାଇଛି । ବ୍ଲକ ସ୍ୱାସ୍ଥ୍ୟ ଅଧିକାରୀ କହିଛନ୍ତି ଯେ ପରିସ୍ଥିତି ନିୟନ୍ତ୍ରଣରେ ଅଛି ଏବଂ ସମସ୍ତ ରୋଗୀଙ୍କୁ ଉଚିତ ଚିକିତ୍ସା ଦିଆଯାଉଛି । ଗ୍ରାମରେ ସଚେତନତା ଶିବିର କରାଯିବ ବୋଲି ସେ ସୂଚନା ଦେଇଛନ୍ତି । [572,1299,1128,1394]
kid4-photo [655,907,737,1009]
classified-ad [7,1901,182,1982]
zodiac-icon: ♈ [1143,122,1167,146]
facts-body: ଭାରତରେ ମୋବାଇଲ ଉପଭୋକ୍ତାଙ୍କ ସଂଖ୍ୟା ଦ୍ରୁତ ଗତିରେ ବଢ଼ୁଛି । ସେପ୍ଟେମ୍ବର ଶେଷ ସୁଦ୍ଧା ଏହି ସଂଖ୍ୟା ୮୮ କୋଟି ଟପିଛି । ଗ୍ରାମାଞ୍ଚଳରେ ମଧ୍ୟ ଉପଭୋକ୍ତା ସଂଖ୍ୟା ବୃଦ୍ଧି ପାଇଛି ବୋଲି ଟ୍ରାଇ ରିପୋର୍ଟରେ କୁହାଯାଇଛି । (ଟ୍ରାଇ ରିପୋର୍ଟ) [748,1110,1128,1152]
classified-ad [7,1354,182,1449]
to-let-listings [190,1030,371,1339]
ad-code: D-7224 [7,1592,182,1606]
free-ad-notice: Your CLASSIFIED ADVERTISEMENT published in DHARITRI will be listed FREE in Dharitri Online Edition: www.dharitri.com [573,2111,741,2317]
health-label: HEALTH CARE [190,1771,372,1797]
birthday-form-note: ଫର୍ମରେ ଏହି ଫଟୋ ସମେତ ଆପଣଙ୍କ ପିଲାଙ୍କ ଜନ୍ମଦିନର ଶୁଭେଚ୍ଛା ପଠାନ୍ତୁ । ଧରିତ୍ରୀ, ବି-୨୬, ଇଣ୍ଡଷ୍ଟ୍ରିଆଲ ଏଷ୍ଟେଟ, ଭୁବନେଶ୍ୱର-୧୦ ଠିକଣାରେ ପଠାନ୍ତୁ । [11,183,559,208]
obit-name: ସ୍ୱର୍ଗତ ଲିଙ୍ଗରାଜ ଚନ୍ଦ୍ର ବାରିକ [391,2094,559,2107]
zodiac-icon: ♉ [1143,193,1167,217]
classified-ad [193,1487,368,1582]
horoscope-entry: ♐ ଧନୁ: ସାହସ ଓ ପରାକ୍ରମ ବଢ଼ିବ । ଭାଇଭଉଣୀଙ୍କ ସହଯୋଗ ମିଳିବ । ଛୋଟ ଯାତ୍ରା ହୋଇପାରେ । ଯୋଗାଯୋଗ ମାଧ୍ୟମରେ ଶୁଭ ଖବର ପାଇବେ । ଲେଖାଲେଖି କାର୍ଯ୍ୟରେ ସଫଳତା ମିଳିବ । [1143,539,1487,580]
horoscope-text: ସାରା ଦିନ ଉତ୍ସାହର ସହ କାମ କରିବେ । ଶତ୍ରୁମାନେ ପରାସ୍ତ ହେବେ । ଋଣ ମୁକ୍ତି ହେବ । ସ୍ୱାସ୍ଥ୍ୟରେ ଉନ୍ନତି ହେବ । ଚାକିରି ଖୋଜୁଥିବା ବ୍ୟକ୍ତିଙ୍କୁ ସଫଳତା ମିଳିବ । ମାତୃପକ୍ଷରୁ ଲାଭ ହେବ । [1143,408,1487,448]
ad-text: 2007 August model 3DX JCB for sale. Contact: 7873560789. [7,633,182,660]
ad-code: D-8433 [391,2156,559,2169]
ad-text: Ready to move 4BHK independent bungalow at Patia Chhak, Land 2000 sqft. buildup 2200 sqft. cost 1.20 crores. Call: 9937090020. [7,1354,166,1435]
ad-code: D-8139 [7,2040,182,2054]
form-field-address[interactable]: ଠିକଣା............ [13,99,116,125]
banknote-icon [392,360,553,452]
ad-text: Booking open for office space 900 to 2500 sqft. near Rasulgarh Square cost 45 lakhs to 1.20 crores. Call : 9937090020. [7,1171,180,1238]
obituary-5 [755,1961,923,2181]
horoscope-list [1137,121,1493,711]
ad-text: AC full body massage with new lady therapist. 9040128078, 7853043852. [193,2046,365,2086]
horoscope-text: ଧନ ଲାଭ ହେବ । ପରିବାରରେ ଆନନ୍ଦମୟ ବାତାବରଣ ରହିବ । ବାକ୍ୟ ଉପରେ ନିୟନ୍ତ୍ରଣ ରଖନ୍ତୁ । ସୁସ୍ୱାଦୁ ଭୋଜନ ମିଳିବ । ସଞ୍ଚୟ ବଢ଼ିବ । ଆତ୍ମୀୟଙ୍କ ଆଗମନ ହେବ । [1143,583,1487,623]
form-field-name[interactable]: ନାମ............ [13,73,116,99]
zodiac-icon: ♊ [1143,250,1167,274]
ad-text: ଭେଲିକୋନରେ SC ସହିତ ଜାଗା General/ SC BDA residential ଜାଗା ବିକ୍ରିରେ । 9438413239, 9937011207. [7,1986,180,2040]
horoscope-entry: ♌ ସିଂହ: ସ୍ୱାମୀ ସ୍ତ୍ରୀଙ୍କ ମଧ୍ୟରେ ପ୍ରେମ ବଢ଼ିବ । ବ୍ୟବସାୟରେ ଅଂଶୀଦାରଙ୍କ ସହଯୋଗ ମିଳିବ । ସାମାଜିକ ସମ୍ମାନ ବୃଦ୍ଧି ପାଇବ । ଆତ୍ମୀୟଙ୍କ ସହ ସାକ୍ଷାତ ହେବ । ଆର୍ଥିକ ଲାଭର ଯୋଗ ରହିଛି । ଅବିବାହିତଙ୍କ ବିବାହ ପ୍ରସ୍ତାବ ଆସିବ । [1143,351,1487,405]
classified-ad [193,781,368,862]
ad-text: ଜେଲ ଏକଲରେ 2km ପୂର୍ବରୁ BIIT College campusରେ ପ୍ଲଟରେ, ରୋଡ, electric, mutation, conversion ସହିତ ଭିତିବାର ପ୍ଲଟ ଉପଲବ୍ଧ କିଣନ୍ତୁ sqft. 450/-. 9438569386, 9237509010. [7,1256,159,1337]
birthday-message: Many many happy returns of the day, wishing you a happy birthday. May God bless you. From: Papa, Mummy, Bhai and family relatives. [577,197,737,260]
ad-code: D-8417 [379,636,563,650]
ad-text: Jankalyan Finance ପ୍ରାଇଭେଟ ଲିମିଟେଡ ଜମି, ଘର, ଦୋକାନ ଉପରେ ପର୍ସନାଲ/ମର୍ଟଗେଜ/ଲୋନ ୧% ସୁଧ, ୪୦% ରିହାତି । 08585908911, 08585909583. [379,752,551,819]
zodiac-icon: ♋ [1143,308,1167,332]
kid-caption-4: ଆରିତ୍ର ପରିବାରବର୍ଗ [467,127,553,140]
ad-code: D-8137 [7,1785,182,1799]
zodiac-icon: ♒ [1143,628,1167,652]
ad-code: D-8138 [7,1884,182,1898]
pappu-story [748,770,1128,1070]
lead-headline-1: ଆଜିଠାରୁ ସୋନପୁରରେ [748,34,1128,78]
horoscope-entry: ♈ ମେଷ: ଆଜି ଏକାଦଶ ଭାବରେ ଶୁଭ ଗ୍ରହଯୋଗ ରହିଛି । ଶିକ୍ଷା, ପରୀକ୍ଷା, ପ୍ରତିଯୋଗିତାରେ ସଫଳତା ମିଳିବ । ଆର୍ଥିକ ଲାଭ ହେବ । ପାରିବାରିକ ସମ୍ପର୍କ ମଧୁର ରହିବ । ସନ୍ତାନଙ୍କ ଉନ୍ନତି ଦେଖି ଆନନ୍ଦିତ ହେବେ । ଭ୍ରମଣ ଯୋଗ ଅଛି । ସ୍ୱାସ୍ଥ୍ୟ ପ୍ରତି ଧ୍ୟାନ ଦିଅନ୍ତୁ । ବ୍ୟବସାୟରେ ନୂଆ ଯୋଜନା ସଫଳ ହେବ । ଶତ୍ରୁ ପରାସ୍ତ ହେବେ । [1143,121,1487,189]
birthday-card-title: ପ୍ରଥମ ଜନ୍ମଦିନର ଶୁଭେଚ୍ଛା [573,697,739,715]
panjika-footer: ଆଜି କାର୍ତ୍ତିକ ମାସ ଶୁକ୍ଳପକ୍ଷ ପଞ୍ଚମୀ ତିଥି ସୋମବାର । ଶ୍ରାଦ୍ଧ ପଞ୍ଚମୀ । ସୂର୍ଯ୍ୟୋଦୟ ସକାଳ ୫.୫୫ ମି. ସୂର୍ଯ୍ୟାସ୍ତ ସନ୍ଧ୍ୟା ୫.୦୪ ମି. ଶୁଭ ସମୟ: ସକାଳ ୬.୩୫ ରୁ ୮.୪୫, ଅପରାହ୍ନ ୧.୨୪ ରୁ ୩.୩୦ ମଧ୍ୟରେ । ରାହୁକାଳ ସକାଳ ୭.୨୪ ରୁ ୮.୫୦ ମି. ଯମଘଣ୍ଟ ୧୦.୩୦ ରୁ ୧୨.୦୦ ମି. । [1137,714,1493,777]
border-headline-1: ପଶ୍ଚିମବଙ୍ଗ ସୀମାନ୍ତରେ [936,1490,1128,1514]
